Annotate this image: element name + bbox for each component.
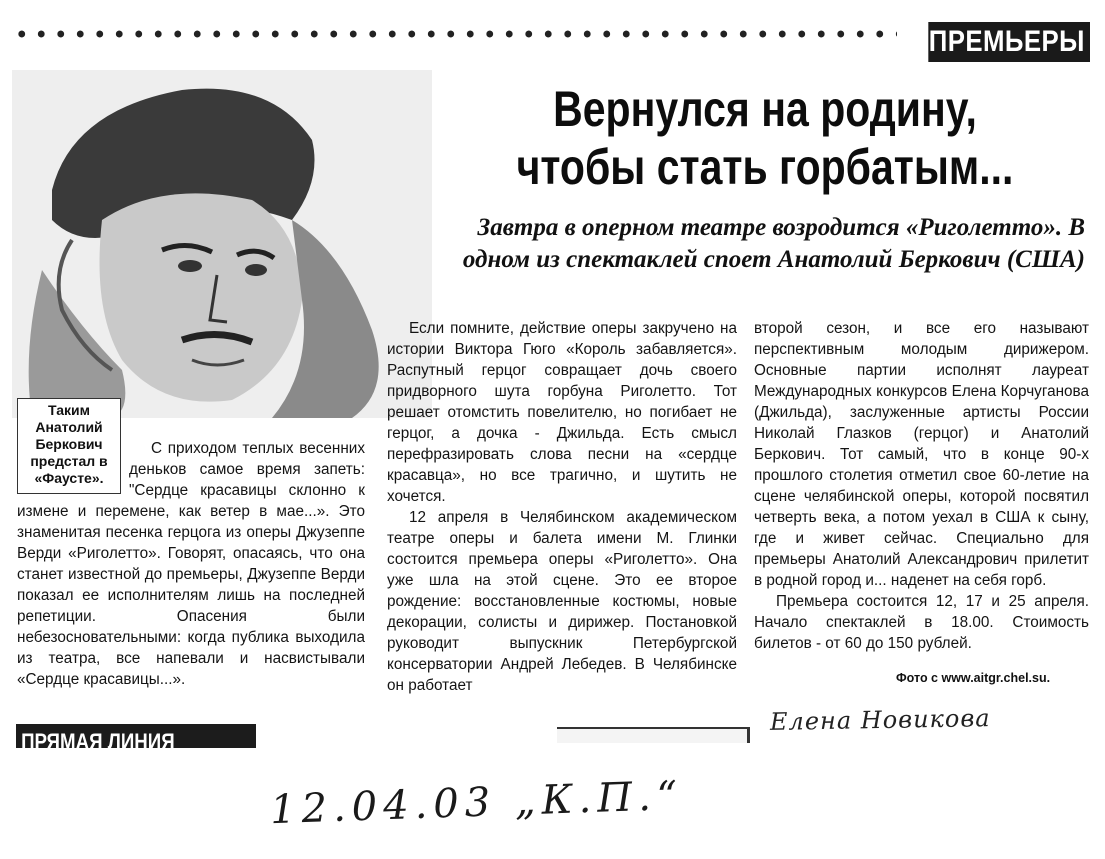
- text-column-2: [387, 318, 737, 696]
- caption-spacer: [17, 438, 129, 500]
- article-lead: Завтра в оперном театре возродится «Риголетто». В одном из спектаклей споет Анатолий Беркович (США): [462, 214, 1085, 273]
- portrait-illustration: [12, 70, 432, 418]
- article-headline: Вернулся на родину, чтобы стать горбатым...: [516, 81, 1014, 195]
- paragraph: 12 апреля в Челябинском академическом театре оперы и балета имени М. Глинки состоится премьера оперы «Риголетто». Она уже шла на этой сцене. Это ее второе рождение: восстановленные костюмы, новые декорации, солисты и дирижер. Постановкой руководит выпускник Петербургской консерватории Андрей Лебедев. В Челябинске он работает: [387, 509, 737, 694]
- text-column-1: [17, 438, 365, 690]
- handwritten-signature: Елена Новикова: [769, 704, 991, 736]
- dotted-rule: [12, 28, 897, 40]
- paragraph: второй сезон, и все его называют перспективным молодым дирижером. Основные партии исполнят лауреат Международных конкурсов Елена Корчуганова (Джильда), заслуженные артисты России Николай Глазков (герцог) и Анатолий Беркович. Тот самый, что в конце 90-х прошлого столетия отметил свое 60-летие на сцене челябинской оперы, которой посвятил четверть века, а потом уехал в США к сыну, где и живет сейчас. Специально для премьеры Анатолий Александрович прилетит в родной город и... наденет на себя горб.: [754, 320, 1089, 589]
- photo-credit: Фото с www.aitgr.chel.su.: [896, 671, 1051, 685]
- paragraph: С приходом теплых весенних деньков самое время запеть: "Сердце красавицы склонно к измене и перемене, как ветер в мае...». Это знаменитая песенка герцога из оперы Джузеппе Верди «Риголетто». Говорят, опасаясь, что она станет известной до премьеры, Джузеппе Верди показал ее исполнителям лишь на последней репетиции. Опасения были небезосновательными: когда публика выходила из театра, все напевали и насвистывали «Сердце красавицы...».: [17, 440, 365, 688]
- section-rubric: ПРЕМЬЕРЫ: [928, 22, 1090, 62]
- photo-caption: Таким Анатолий Беркович предстал в «Фаусте».: [17, 398, 121, 494]
- next-section-label: ПРЯМАЯ ЛИНИЯ: [21, 729, 175, 748]
- paragraph: Премьера состоится 12, 17 и 25 апреля. Начало спектаклей в 18.00. Стоимость билетов - от 60 до 150 рублей.: [754, 593, 1089, 652]
- next-section-rubric: [16, 724, 256, 748]
- text-column-3: [754, 318, 1089, 654]
- article-photo: [12, 70, 432, 418]
- handwritten-date: 12.04.03 „К.П.“: [269, 772, 684, 834]
- paragraph: Если помните, действие оперы закручено на истории Виктора Гюго «Король забавляется». Распутный герцог совращает дочь своего придворного шута горбуна Риголетто. Тот решает отомстить повелителю, но погибает не герцог, а дочка - Джильда. Есть смысл перефразировать слова песни на «сердце красавца», но все трагично, и шутить не хочется.: [387, 320, 737, 505]
- bottom-rule: [557, 727, 750, 743]
